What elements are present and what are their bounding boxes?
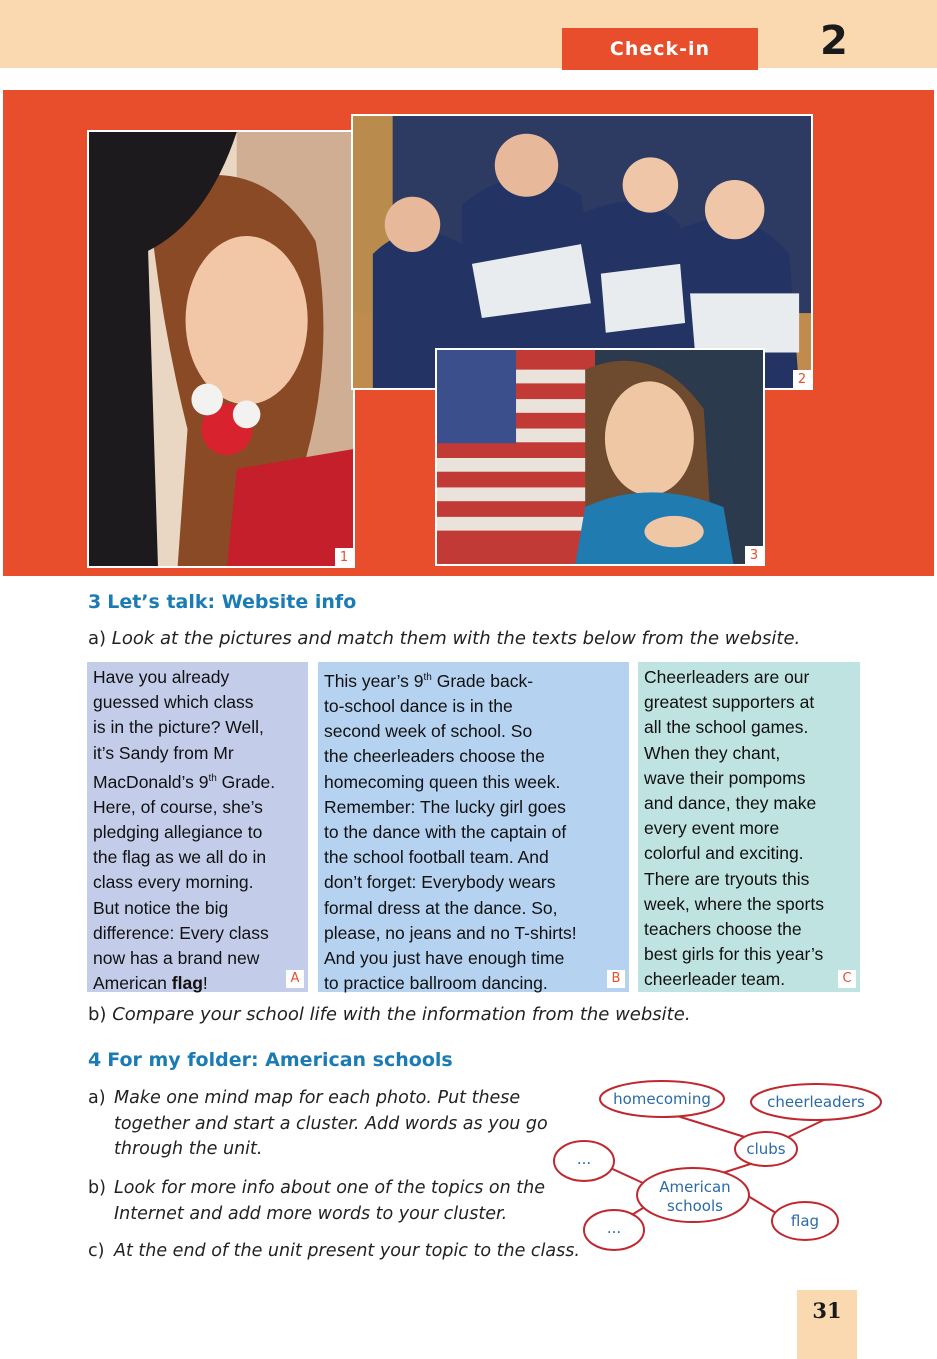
task-c [88,1239,580,1265]
photo-number: 1 [335,548,353,566]
mind-map-label: flag [790,1212,820,1230]
top-band [0,0,937,68]
mind-map-label: American [659,1178,731,1196]
mind-map-label: clubs [746,1140,786,1158]
text-line: and dance, they make [644,793,817,814]
task-label: c) [88,1241,105,1261]
text-line: pledging allegiance to [93,822,263,843]
text-line: colorful and exciting. [644,843,804,864]
mind-map-label: cheerleaders [767,1093,865,1111]
text-line: But notice the big [93,897,229,918]
exercise-title: Let’s talk: Website info [107,591,357,613]
text-line: best girls for this year’s [644,944,824,965]
task-a [88,1086,548,1163]
text-tag: B [607,970,625,988]
website-text-a [87,662,308,992]
text-tag: A [286,970,304,988]
mind-map-label: homecoming [613,1090,711,1108]
mind-map [548,1068,886,1264]
task-line: Look for more info about one of the topics on the [114,1178,545,1198]
mind-map-label: ... [606,1219,622,1237]
text-line: When they chant, [644,742,781,763]
text-line: And you just have enough time [324,948,565,969]
website-text-c [638,662,860,992]
task-line: together and start a cluster. Add words as you go [114,1113,548,1134]
task-line: At the end of the unit present your topic to the class. [114,1241,580,1261]
text-line: to the dance with the captain of [324,822,567,843]
chapter-number: 2 [820,18,848,64]
text-line: to-school dance is in the [324,696,513,717]
part-label: a) [88,628,107,649]
text-line: American flag! [93,973,208,994]
page-number: 31 [797,1290,857,1359]
mind-map-label: ... [576,1150,592,1168]
text-line: teachers choose the [644,919,802,940]
text-line: This year’s 9th Grade back- [324,670,534,691]
text-line: wave their pompoms [644,767,806,788]
exercise-3-heading [88,591,356,613]
text-line: difference: Every class [93,922,269,943]
task-line: through the unit. [114,1139,263,1159]
text-line: is in the picture? Well, [93,717,264,738]
text-line: Here, of course, she’s [93,796,263,817]
part-label: b) [88,1004,107,1025]
exercise-4-heading [88,1049,453,1071]
text-line: every event more [644,818,780,839]
text-line: don’t forget: Everybody wears [324,872,556,893]
text-line: the flag as we all do in [93,847,267,868]
exercise-number: 3 [88,591,102,613]
text-line: There are tryouts this [644,868,810,889]
photo-number: 2 [793,370,811,388]
mind-map-label: schools [667,1197,723,1215]
photo-panel [3,90,934,576]
text-line: all the school games. [644,717,809,738]
part-text: Look at the pictures and match them with the texts below from the website. [111,628,801,649]
text-line: homecoming queen this week. [324,771,561,792]
text-line: guessed which class [93,692,254,713]
text-line: the cheerleaders choose the [324,746,545,767]
text-line: Cheerleaders are our [644,667,810,687]
task-line: Internet and add more words to your cluster. [114,1203,508,1224]
photo-number: 3 [745,546,763,564]
text-line: please, no jeans and no T-shirts! [324,922,577,943]
text-line: Remember: The lucky girl goes [324,796,566,817]
text-line: formal dress at the dance. So, [324,897,558,918]
task-label: a) [88,1088,106,1108]
text-line: now has a brand new [93,948,260,969]
text-line: second week of school. So [324,721,533,742]
text-line: class every morning. [93,872,254,893]
text-line: it’s Sandy from Mr [93,742,234,763]
exercise-number: 4 [88,1049,102,1071]
text-line: cheerleader team. [644,969,786,990]
website-text-b [318,662,629,992]
task-b [88,1176,545,1227]
task-label: b) [88,1178,106,1198]
text-line: MacDonald’s 9th Grade. [93,771,276,792]
text-line: the school football team. And [324,847,549,868]
section-tab: Check-in [562,28,758,70]
text-tag: C [838,970,856,988]
photo-homecoming-corsage [87,130,355,568]
exercise-title: For my folder: American schools [107,1049,453,1071]
text-line: to practice ballroom dancing. [324,973,548,994]
photo-flag-pledge [435,348,765,566]
text-line: Have you already [93,667,230,687]
exercise-3a-instruction [88,628,800,649]
part-text: Compare your school life with the information from the website. [112,1004,691,1025]
task-line: Make one mind map for each photo. Put these [114,1088,521,1108]
text-line: greatest supporters at [644,692,815,713]
exercise-3b-instruction [88,1004,691,1025]
text-line: week, where the sports [644,893,824,914]
